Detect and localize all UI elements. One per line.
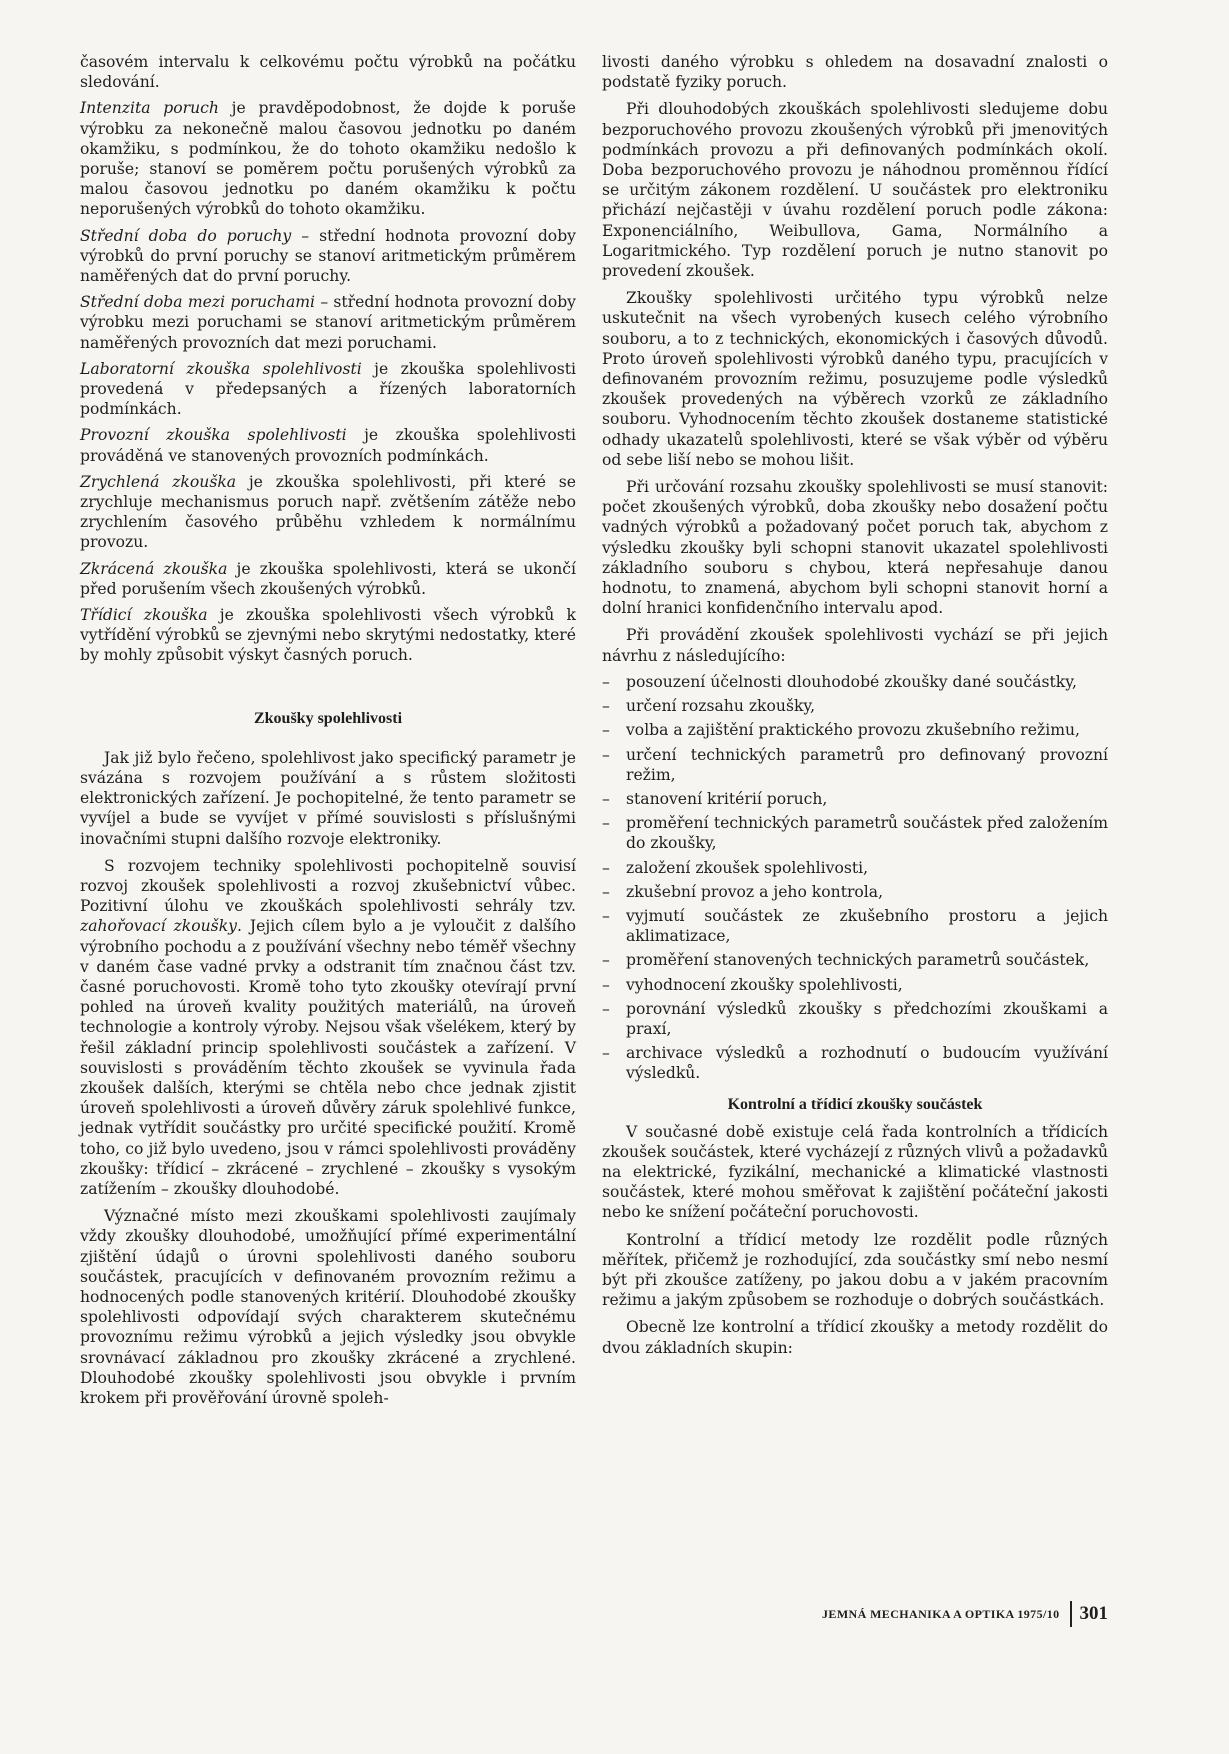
list-item-text: určení rozsahu zkoušky, xyxy=(626,697,816,716)
definition-text: je zkouška spolehlivosti prováděná ve stanovených provozních podmínkách. xyxy=(80,426,576,465)
dash-bullet: – xyxy=(602,745,610,764)
dash-bullet: – xyxy=(602,906,610,925)
procedure-list xyxy=(602,672,1108,1084)
definition-text: je zkouška spolehlivosti provedená v předepsaných a řízených laboratorních podmínkách. xyxy=(80,359,576,419)
list-item xyxy=(602,906,1108,946)
list-item-text: vyhodnocení zkoušky spolehlivosti, xyxy=(626,975,903,994)
dash-bullet: – xyxy=(602,697,610,716)
list-item xyxy=(602,999,1108,1039)
definition-laboratory-test xyxy=(80,359,576,420)
definition-text: je zkouška spolehlivosti, při které se zrychluje mechanismus poruch např. zvětšením zátěže nebo zrychlením časového průběhu vzhledem k normálnímu provozu. xyxy=(80,472,576,552)
right-column xyxy=(602,52,1108,1358)
term: Zkrácená zkouška xyxy=(80,559,228,578)
definition-text: je pravděpodobnost, že dojde k poruše výrobku za nekonečně malou časovou jednotku po daném okamžiku, s podmínkou, že do tohoto okamžiku nedošlo k poruše; stanoví se poměrem počtu porušených výrobků za malou časovou jednotku po daném okamžiku k počtu neporušených výrobků do tohoto okamžiku. xyxy=(80,99,576,219)
list-item-text: stanovení kritérií poruch, xyxy=(626,789,828,808)
body-paragraph: Kontrolní a třídicí metody lze rozdělit podle různých měřítek, přičemž je rozhodující, zda součástky smí nebo nesmí být při zkoušce zatíženy, po jakou dobu a v jakém pracovním režimu a jakým způsobem se rozhoduje o dobrých součástkách. xyxy=(602,1230,1108,1310)
body-paragraph: Jak již bylo řečeno, spolehlivost jako specifický parametr je svázána s rozvojem používání a s růstem složitosti elektronických zařízení. Je pochopitelné, že tento parametr se vyvíjel a bude se vyvíjet v přímé souvislosti s příslušnými inovačními stupni dalšího rozvoje elektroniky. xyxy=(80,748,576,848)
term: Provozní zkouška spolehlivosti xyxy=(80,426,347,445)
dash-bullet: – xyxy=(602,999,610,1018)
term: Zrychlená zkouška xyxy=(80,472,237,491)
list-item xyxy=(602,745,1108,785)
list-item-text: zkušební provoz a jeho kontrola, xyxy=(626,882,884,901)
list-item-text: proměření stanovených technických parametrů součástek, xyxy=(626,951,1090,970)
body-paragraph: Význačné místo mezi zkouškami spolehlivosti zaujímaly vždy zkoušky dlouhodobé, umožňující přímé experimentální zjištění údajů o úrovni spolehlivosti daného souboru součástek, pracujících v definovaném provozním režimu a hodnocených podle stanovených kritérií. Dlouhodobé zkoušky spolehlivosti odpovídají svých charakterem skutečnému provoznímu režimu výrobků a jejich výsledky jsou obvykle srovnávací základnou pro zkoušky zkrácené a zrychlené. Dlouhodobé zkoušky spolehlivosti jsou obvykle i prvním krokem při prověřování úrovně spoleh- xyxy=(80,1207,576,1407)
section-heading-control-tests: Kontrolní a třídicí zkoušky součástek xyxy=(727,1095,983,1113)
list-item xyxy=(602,789,1108,809)
list-item xyxy=(602,696,1108,716)
dash-bullet: – xyxy=(602,858,610,877)
body-paragraph xyxy=(80,856,576,1199)
definition-text: – střední hodnota provozní doby výrobků do první poruchy se stanoví aritmetickým průměrem naměřených dat do první poruchy. xyxy=(80,226,576,286)
footer-divider xyxy=(1070,1601,1072,1627)
dash-bullet: – xyxy=(602,789,610,808)
dash-bullet: – xyxy=(602,814,610,833)
left-column xyxy=(80,52,576,1408)
definition-shortened-test xyxy=(80,559,576,599)
list-item-text: archivace výsledků a rozhodnutí o budoucím využívání výsledků. xyxy=(626,1044,1108,1083)
definition-failure-intensity xyxy=(80,98,576,219)
dash-bullet: – xyxy=(602,672,610,691)
list-item xyxy=(602,858,1108,878)
body-text: S rozvojem techniky spolehlivosti pochopitelně souvisí rozvoj zkoušek spolehlivosti a rozvoj zkušebnictví vůbec. Pozitivní úlohu ve zkouškách spolehlivosti sehrály tzv. xyxy=(80,856,576,916)
definition-screening-test xyxy=(80,605,576,666)
dash-bullet: – xyxy=(602,975,610,994)
dash-bullet: – xyxy=(602,951,610,970)
dash-bullet: – xyxy=(602,1044,610,1063)
definition-text: je zkouška spolehlivosti všech výrobků k vytřídění výrobků se zjevnými nebo skrytými nedostatky, které by mohly způsobit výskyt časných poruch. xyxy=(80,606,576,665)
term: Intenzita poruch xyxy=(80,99,219,118)
definition-text: – střední hodnota provozní doby výrobku mezi poruchami se stanoví aritmetickým průměrem naměřených provozních dat mezi poruchami. xyxy=(80,293,576,352)
paragraph-continuation: livosti daného výrobku s ohledem na dosavadní znalosti o podstatě fyziky poruch. xyxy=(602,53,1108,92)
list-item-text: určení technických parametrů pro definovaný provozní režim, xyxy=(626,745,1108,784)
body-paragraph: Při provádění zkoušek spolehlivosti vychází se při jejich návrhu z následujícího: xyxy=(602,626,1108,665)
emphasis-term: zahořovací zkoušky xyxy=(80,917,237,936)
term: Střední doba do poruchy xyxy=(80,226,292,245)
term: Laboratorní zkouška spolehlivosti xyxy=(80,359,362,378)
body-paragraph: Zkoušky spolehlivosti určitého typu výrobků nelze uskutečnit na všech vyrobených kusech celého výrobního souboru, a to z technických, ekonomických i časových důvodů. Proto úroveň spolehlivosti výrobků daného typu, pracujících v definovaném provozním režimu, posuzujeme podle výsledků zkoušek provedených na výběrech vzorků ze základního souboru. Vyhodnocením těchto zkoušek dostaneme statistické odhady ukazatelů spolehlivosti, které se však výběr od výběru od sebe liší nebo se mohou lišit. xyxy=(602,289,1108,469)
term: Třídicí zkouška xyxy=(80,606,208,625)
list-item-text: založení zkoušek spolehlivosti, xyxy=(626,858,869,877)
list-item xyxy=(602,672,1108,692)
list-item xyxy=(602,975,1108,995)
section-heading-reliability-tests: Zkoušky spolehlivosti xyxy=(253,709,403,727)
dash-bullet: – xyxy=(602,882,610,901)
list-item-text: proměření technických parametrů součástek před založením do zkoušky, xyxy=(626,814,1108,853)
list-item xyxy=(602,813,1108,853)
definition-text: je zkouška spolehlivosti, která se ukončí před porušením všech zkoušených výrobků. xyxy=(80,559,576,598)
page-number: 301 xyxy=(1079,1603,1108,1624)
body-paragraph: Při dlouhodobých zkouškách spolehlivosti sledujeme dobu bezporuchového provozu zkoušených výrobků při jmenovitých podmínkách provozu a při definovaných podmínkách okolí. Doba bezporuchového provozu je náhodnou proměnnou řídící se určitým zákonem rozdělení. U součástek pro elektroniku přichází nejčastěji v úvahu rozdělení poruch podle zákona: Exponenciálního, Weibullova, Gama, Normálního a Logaritmického. Typ rozdělení poruch je nutno stanovit po provedení zkoušek. xyxy=(602,100,1108,281)
list-item-text: posouzení účelnosti dlouhodobé zkoušky dané součástky, xyxy=(626,672,1077,691)
list-item-text: volba a zajištění praktického provozu zkušebního režimu, xyxy=(626,721,1080,740)
page-footer xyxy=(744,1600,1108,1628)
definition-field-test xyxy=(80,425,576,465)
list-item-text: porovnání výsledků zkoušky s předchozími zkouškami a praxí, xyxy=(626,999,1108,1038)
body-text: . Jejich cílem bylo a je vyloučit z dalšího výrobního pochodu a z používání všechny nebo téměř všechny v daném čase vadné prvky a odstranit tím značnou část tzv. časné poruchovosti. Kromě toho tyto zkoušky otevírají první pohled na úroveň kvality použitých materiálů, na úroveň technologie a kontroly výroby. Nejsou však všelékem, který by řešil základní princip spolehlivosti součástek a zařízení. V souvislosti s prováděním těchto zkoušek se vyvinula řada zkoušek dalších, kterými se chtěla nebo chce jednak zjistit úroveň spolehlivosti a úroveň důvěry záruk spolehlivé funkce, jednak vytřídit součástky pro určité specifické použití. Kromě toho, co již bylo uvedeno, jsou v rámci spolehlivosti prováděny zkoušky: třídicí – zkrácené – zrychlené – zkoušky s vysokým zatížením – zkoušky dlouhodobé. xyxy=(80,917,576,1198)
body-paragraph: Při určování rozsahu zkoušky spolehlivosti se musí stanovit: počet zkoušených výrobků, doba zkoušky nebo dosažení počtu vadných výrobků a požadovaný počet poruch tak, abychom z výsledku zkoušky byli schopni stanovit ukazatel spolehlivosti základního souboru s chybou, která nepřesahuje danou hodnotu, to znamená, abychom byli schopni stanovit horní a dolní hranici konfidenčního intervalu apod. xyxy=(602,478,1108,618)
paragraph-continuation: časovém intervalu k celkovému počtu výrobků na počátku sledování. xyxy=(80,53,576,92)
list-item xyxy=(602,882,1108,902)
list-item xyxy=(602,720,1108,740)
definition-mean-time-to-failure xyxy=(80,226,576,287)
journal-name: JEMNÁ MECHANIKA A OPTIKA 1975/10 xyxy=(822,1606,1060,1621)
definition-mean-time-between-failures xyxy=(80,292,576,353)
list-item xyxy=(602,950,1108,970)
term: Střední doba mezi poruchami xyxy=(80,293,316,312)
list-item xyxy=(602,1043,1108,1083)
body-paragraph: Obecně lze kontrolní a třídicí zkoušky a metody rozdělit do dvou základních skupin: xyxy=(602,1318,1108,1357)
dash-bullet: – xyxy=(602,721,610,740)
body-paragraph: V současné době existuje celá řada kontrolních a třídicích zkoušek součástek, které vycházejí z různých vlivů a požadavků na elektrické, fyzikální, mechanické a klimatické vlastnosti součástek, které mohou směřovat k zajištění počáteční jakosti nebo ke snížení počáteční poruchovosti. xyxy=(602,1122,1108,1222)
definition-accelerated-test xyxy=(80,472,576,553)
list-item-text: vyjmutí součástek ze zkušebního prostoru a jejich aklimatizace, xyxy=(626,906,1108,946)
